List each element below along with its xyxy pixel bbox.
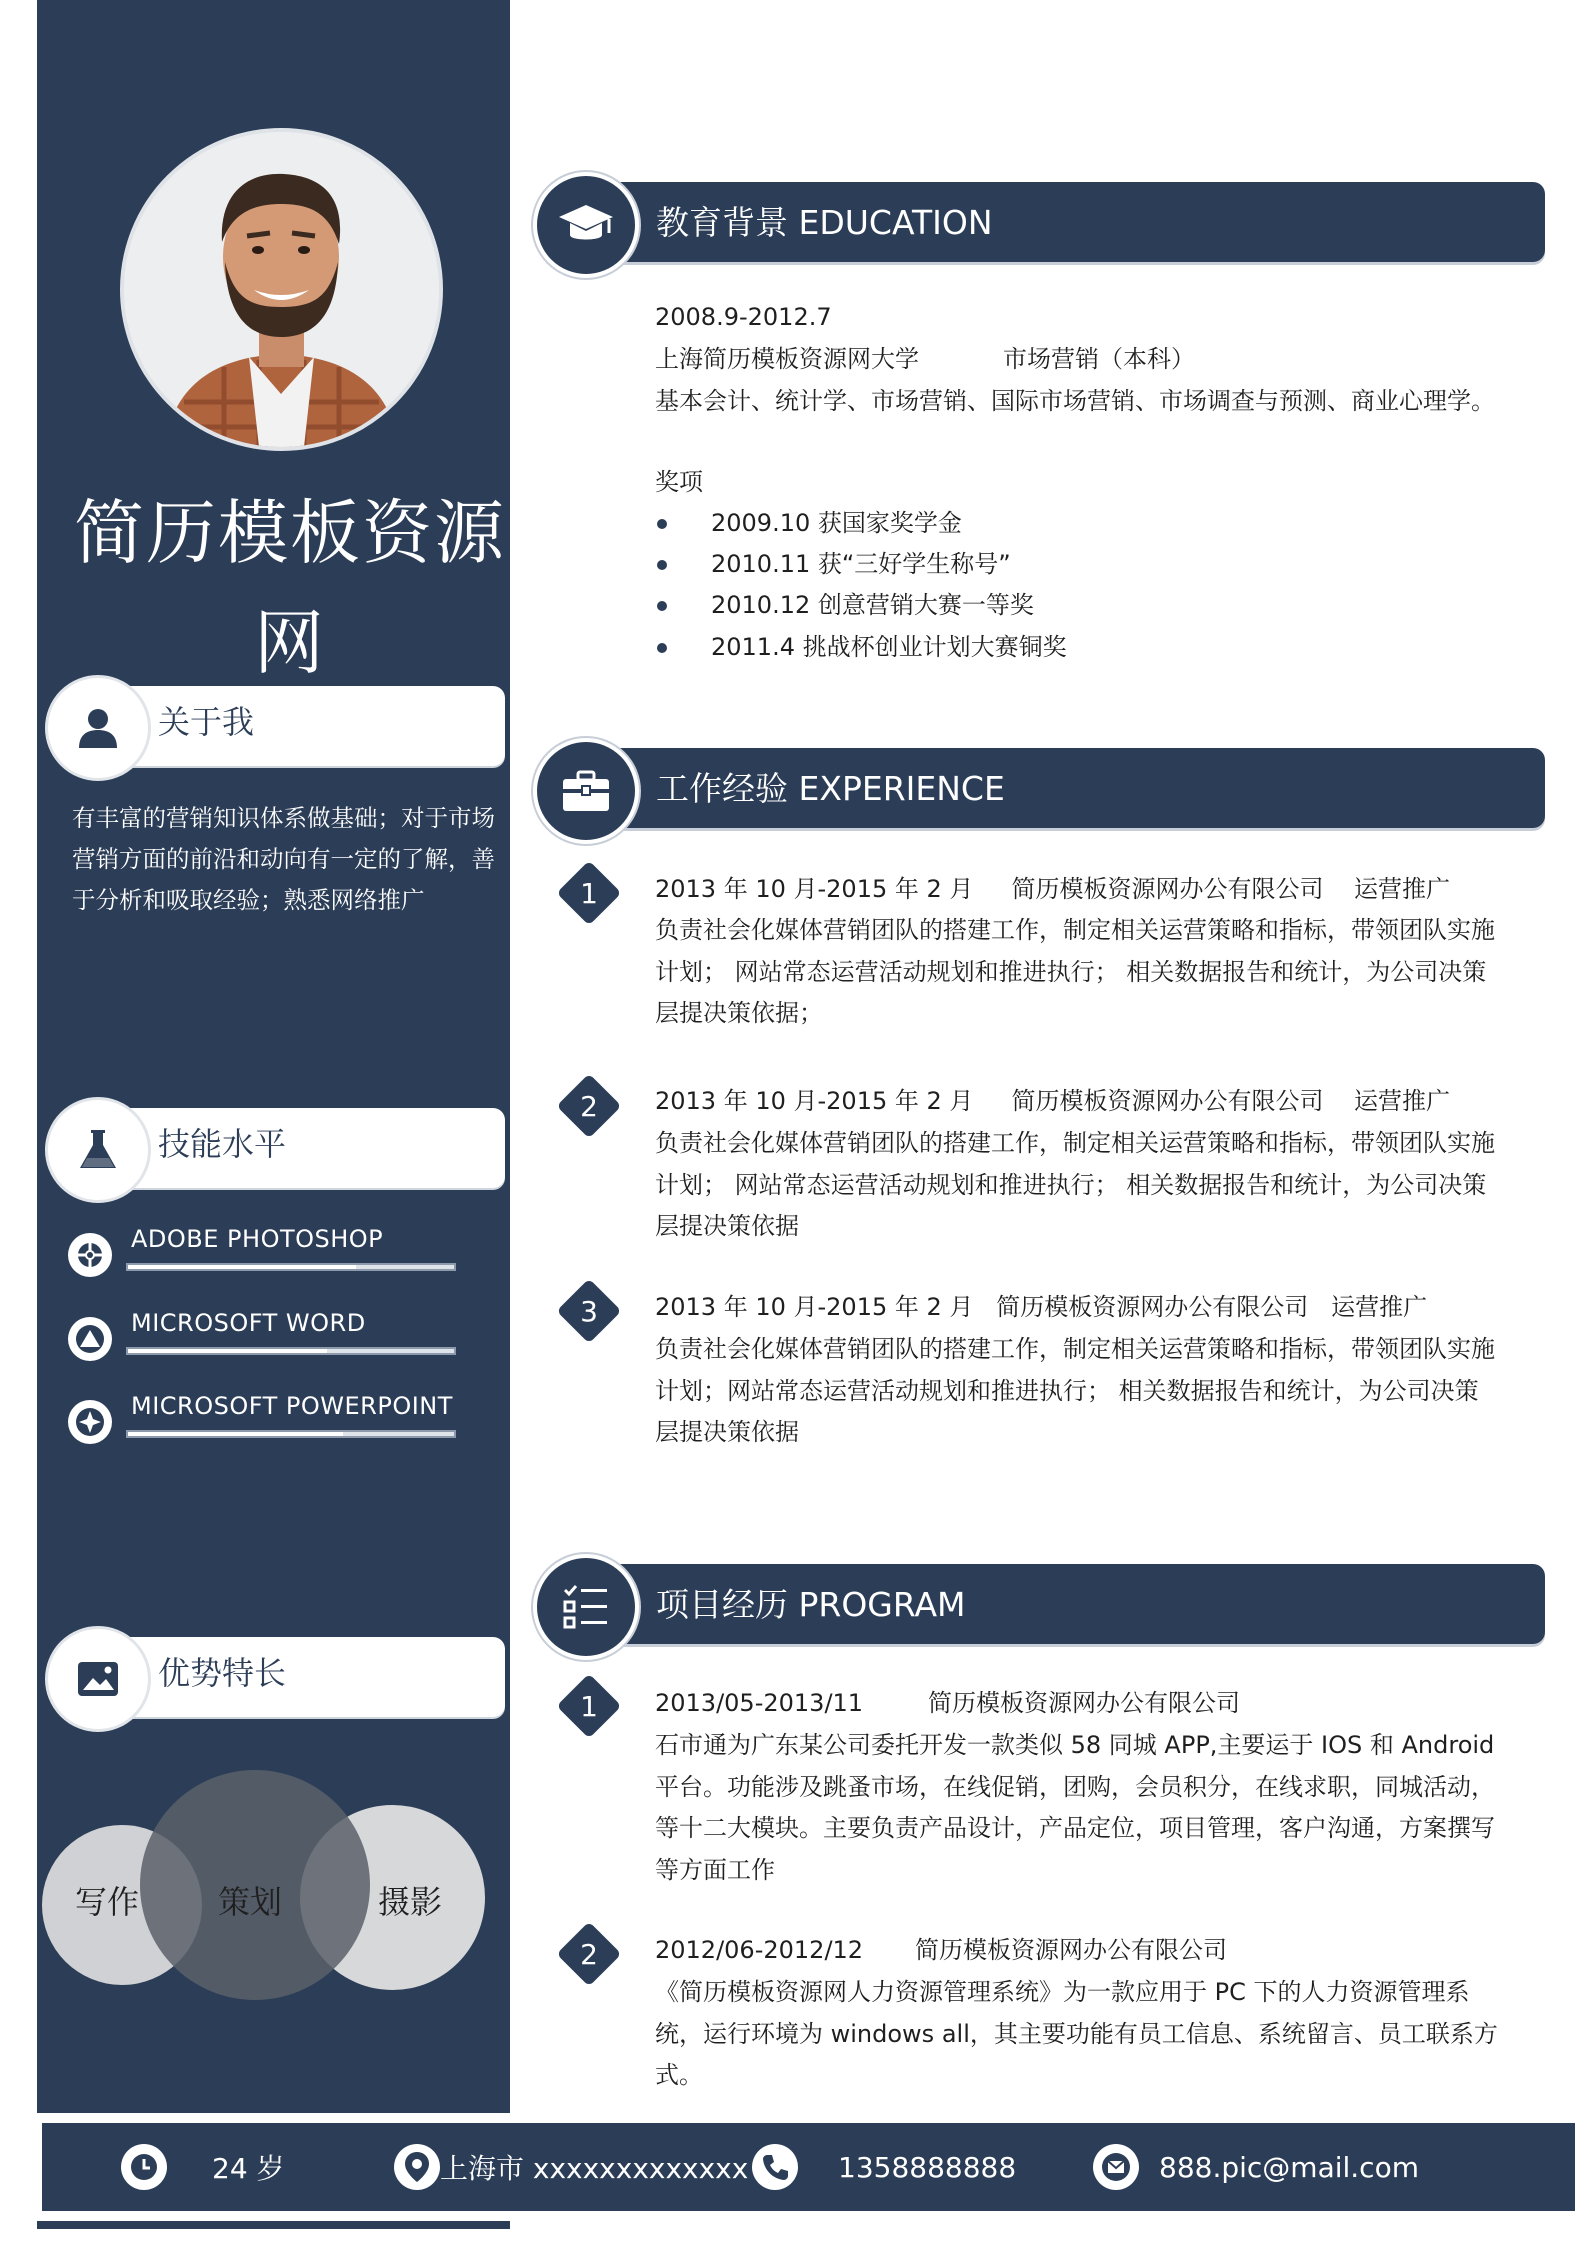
flask-icon: [45, 1097, 151, 1203]
award-item: 2009.10 获国家奖学金: [711, 509, 962, 537]
bullet: [657, 560, 667, 570]
badge-number: 2: [580, 1937, 598, 1971]
program-item-company: 简历模板资源网办公有限公司: [915, 1936, 1227, 1964]
awards-heading: 奖项: [655, 468, 703, 496]
skill-label: ADOBE PHOTOSHOP: [131, 1225, 384, 1253]
education-courses: 基本会计、统计学、市场营销、国际市场营销、市场调查与预测、商业心理学。: [655, 387, 1495, 415]
crosshair-icon: [68, 1233, 112, 1277]
graduation-cap-icon: [533, 172, 639, 278]
experience-item-body: 负责社会化媒体营销团队的搭建工作，制定相关运营策略和指标，带领团队实施计划； 网站常态运营活动规划和推进执行； 相关数据报告和统计，为公司决策层提决策依据: [655, 1129, 1495, 1240]
program-item-body: 《简历模板资源网人力资源管理系统》为一款应用于 PC 下的人力资源管理系统，运行环境为 windows all，其主要功能有员工信息、系统留言、员工联系方式。: [655, 1978, 1498, 2089]
experience-item-header: 2013 年 10 月-2015 年 2 月 简历模板资源网办公有限公司 运营推广: [655, 875, 1451, 903]
badge-number: 1: [580, 1689, 598, 1723]
program-header: [533, 1554, 1545, 1664]
award-item: 2011.4 挑战杯创业计划大赛铜奖: [711, 633, 1067, 661]
education-period: 2008.9-2012.7: [655, 303, 832, 331]
about-heading: 关于我: [158, 703, 255, 741]
star-icon: [68, 1400, 112, 1444]
bullet: [657, 519, 667, 529]
location-pin-icon: [394, 2144, 440, 2190]
venn-label: 写作: [75, 1883, 140, 1921]
profile-name: 简历模板资源网: [74, 492, 506, 684]
bullet: [657, 601, 667, 611]
footer-location: [394, 2123, 748, 2211]
skill-bar: [126, 1263, 456, 1271]
footer-phone: [752, 2123, 1016, 2211]
about-header: [45, 675, 505, 757]
skill-bar-fill: [128, 1432, 343, 1436]
skill-word: [68, 1309, 468, 1369]
skills-header: [45, 1097, 505, 1179]
avatar-photo: [124, 132, 439, 447]
image-icon: [45, 1626, 151, 1732]
footer-age-text: 24 岁: [212, 2152, 285, 2185]
footer-email-text: 888.pic@mail.com: [1159, 2150, 1419, 2184]
strengths-heading: 优势特长: [158, 1654, 287, 1692]
education-header: [533, 172, 1545, 282]
skill-label: MICROSOFT WORD: [131, 1309, 366, 1337]
award-item: 2010.12 创意营销大赛一等奖: [711, 591, 1034, 619]
program-item-body: 石市通为广东某公司委托开发一款类似 58 同城 APP,主要运于 IOS 和 Android 平台。功能涉及跳蚤市场，在线促销，团购，会员积分，在线求职，同城活动，等十二大模块。主要负责产品设计，产品定位，项目管理，客户沟通，方案撰写等方面工作: [655, 1731, 1495, 1884]
education-heading: 教育背景 EDUCATION: [656, 203, 993, 242]
strengths-header: [45, 1626, 505, 1708]
footer-email: [1093, 2123, 1419, 2211]
strengths-venn: [40, 1765, 500, 2015]
briefcase-icon: [533, 738, 639, 844]
triangle-icon: [68, 1317, 112, 1361]
checklist-icon: [533, 1554, 639, 1660]
contact-footer: [42, 2123, 1575, 2211]
program-item-company: 简历模板资源网办公有限公司: [928, 1689, 1240, 1717]
venn-label: 策划: [218, 1883, 283, 1921]
skill-bar-fill: [128, 1349, 327, 1353]
program-heading: 项目经历 PROGRAM: [656, 1585, 966, 1624]
experience-item-header: 2013 年 10 月-2015 年 2 月 简历模板资源网办公有限公司 运营推广: [655, 1087, 1451, 1115]
user-icon: [45, 675, 151, 781]
experience-number-badge: [556, 1278, 622, 1344]
program-item-period: 2013/05-2013/11: [655, 1689, 864, 1717]
program-number-badge: [556, 1673, 622, 1739]
experience-item-body: 负责社会化媒体营销团队的搭建工作，制定相关运营策略和指标，带领团队实施计划；网站常态运营活动规划和推进执行； 相关数据报告和统计，为公司决策层提决策依据: [655, 1335, 1495, 1446]
award-item: 2010.11 获“三好学生称号”: [711, 550, 1011, 578]
skill-label: MICROSOFT POWERPOINT: [131, 1392, 453, 1420]
skills-heading: 技能水平: [158, 1125, 287, 1163]
experience-number-badge: [556, 860, 622, 926]
venn-label: 摄影: [378, 1883, 443, 1921]
education-school: 上海简历模板资源网大学: [655, 345, 919, 373]
footer-phone-text: 1358888888: [838, 2150, 1017, 2184]
badge-number: 1: [580, 876, 598, 910]
experience-heading: 工作经验 EXPERIENCE: [656, 769, 1005, 808]
experience-item-body: 负责社会化媒体营销团队的搭建工作，制定相关运营策略和指标，带领团队实施计划； 网站常态运营活动规划和推进执行； 相关数据报告和统计，为公司决策层提决策依据；: [655, 916, 1495, 1027]
about-text: 有丰富的营销知识体系做基础；对于市场营销方面的前沿和动向有一定的了解，善于分析和吸取经验；熟悉网络推广: [72, 804, 495, 914]
skill-bar-fill: [128, 1265, 356, 1269]
experience-header: [533, 738, 1545, 848]
phone-icon: [752, 2144, 798, 2190]
education-major: 市场营销（本科）: [1003, 345, 1195, 373]
program-number-badge: [556, 1921, 622, 1987]
experience-item-header: 2013 年 10 月-2015 年 2 月 简历模板资源网办公有限公司 运营推广: [655, 1293, 1428, 1321]
program-item-period: 2012/06-2012/12: [655, 1936, 864, 1964]
badge-number: 2: [580, 1089, 598, 1123]
clock-icon: [121, 2144, 167, 2190]
experience-number-badge: [556, 1073, 622, 1139]
skill-bar: [126, 1347, 456, 1355]
avatar: [120, 128, 443, 451]
skill-photoshop: [68, 1225, 468, 1285]
footer-divider: [37, 2221, 510, 2229]
footer-age: [121, 2123, 285, 2211]
badge-number: 3: [580, 1294, 598, 1328]
bullet: [657, 643, 667, 653]
skill-bar: [126, 1430, 456, 1438]
email-icon: [1093, 2144, 1139, 2190]
skill-powerpoint: [68, 1392, 468, 1452]
footer-location-text: 上海市 xxxxxxxxxxxxx: [440, 2152, 749, 2185]
